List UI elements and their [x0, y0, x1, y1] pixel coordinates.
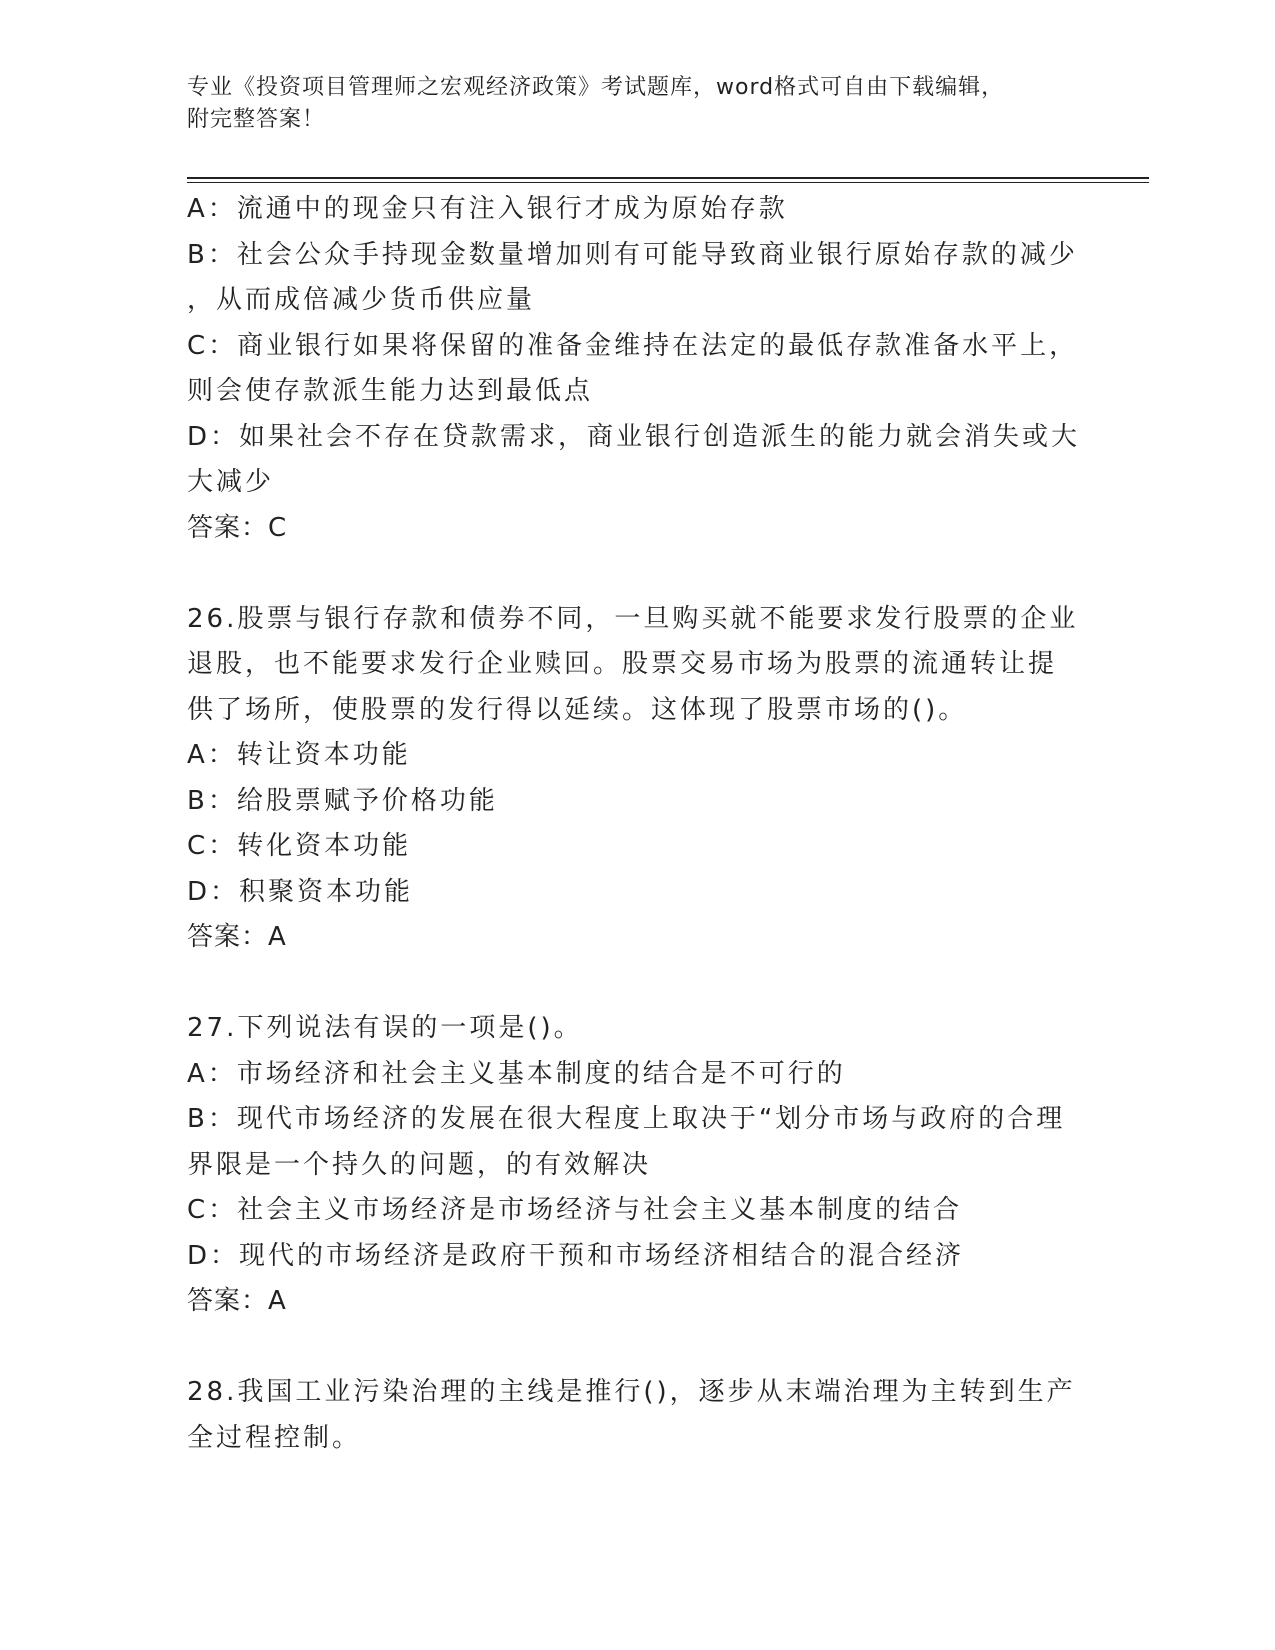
header-divider-thick	[187, 177, 1149, 179]
answer-line: 答案：C	[187, 512, 288, 543]
question-stem-line: 26.股票与银行存款和债券不同，一旦购买就不能要求发行股票的企业	[187, 603, 1079, 634]
question-stem-line: 供了场所，使股票的发行得以延续。这体现了股票市场的()。	[187, 694, 968, 725]
option-d-line: D：如果社会不存在贷款需求，商业银行创造派生的能力就会消失或大	[187, 421, 1081, 452]
option-c-line: C：商业银行如果将保留的准备金维持在法定的最低存款准备水平上，	[187, 330, 1079, 361]
option-c-line: C：社会主义市场经济是市场经济与社会主义基本制度的结合	[187, 1195, 963, 1225]
option-d-line: D：积聚资本功能	[187, 876, 414, 907]
option-c-line: C：转化资本功能	[187, 831, 412, 861]
question-content	[187, 187, 1087, 1461]
option-a-line: A：流通中的现金只有注入银行才成为原始存款	[187, 194, 788, 224]
option-b-line: B：现代市场经济的发展在很大程度上取决于“划分市场与政府的合理	[187, 1104, 1066, 1134]
header-divider-thin	[187, 182, 1149, 183]
option-c-line-cont: 则会使存款派生能力达到最低点	[187, 376, 594, 406]
answer-line: 答案：A	[187, 922, 287, 952]
option-b-line: B：社会公众手持现金数量增加则有可能导致商业银行原始存款的减少	[187, 239, 1078, 270]
block-spacer	[187, 961, 1087, 1007]
option-d-line: D：现代的市场经济是政府干预和市场经济相结合的混合经济	[187, 1240, 965, 1271]
document-header	[187, 72, 1087, 136]
question-stem-line: 全过程控制。	[187, 1422, 362, 1453]
question-stem-line: 27.下列说法有误的一项是()。	[187, 1013, 583, 1043]
option-a-line: A：转让资本功能	[187, 740, 411, 770]
answer-line: 答案：A	[187, 1286, 287, 1316]
option-b-line: B：给股票赋予价格功能	[187, 785, 498, 816]
question-block-25	[187, 187, 1087, 551]
option-a-line: A：市场经济和社会主义基本制度的结合是不可行的	[187, 1058, 846, 1089]
option-b-line-cont: ，从而成倍减少货币供应量	[187, 285, 536, 315]
option-d-line-cont: 大减少	[187, 467, 275, 497]
question-block-26	[187, 597, 1087, 961]
question-stem-line: 退股，也不能要求发行企业赎回。股票交易市场为股票的流通转让提	[187, 649, 1058, 679]
question-stem-line: 28.我国工业污染治理的主线是推行()，逐步从末端治理为主转到生产	[187, 1377, 1076, 1407]
block-spacer	[187, 1325, 1087, 1371]
header-line-1: 专业《投资项目管理师之宏观经济政策》考试题库，word格式可自由下载编辑，	[187, 75, 1005, 100]
block-spacer	[187, 551, 1087, 597]
option-b-line-cont: 界限是一个持久的问题，的有效解决	[187, 1149, 652, 1180]
question-block-28	[187, 1370, 1087, 1461]
header-line-2: 附完整答案！	[187, 107, 326, 132]
question-block-27	[187, 1006, 1087, 1325]
